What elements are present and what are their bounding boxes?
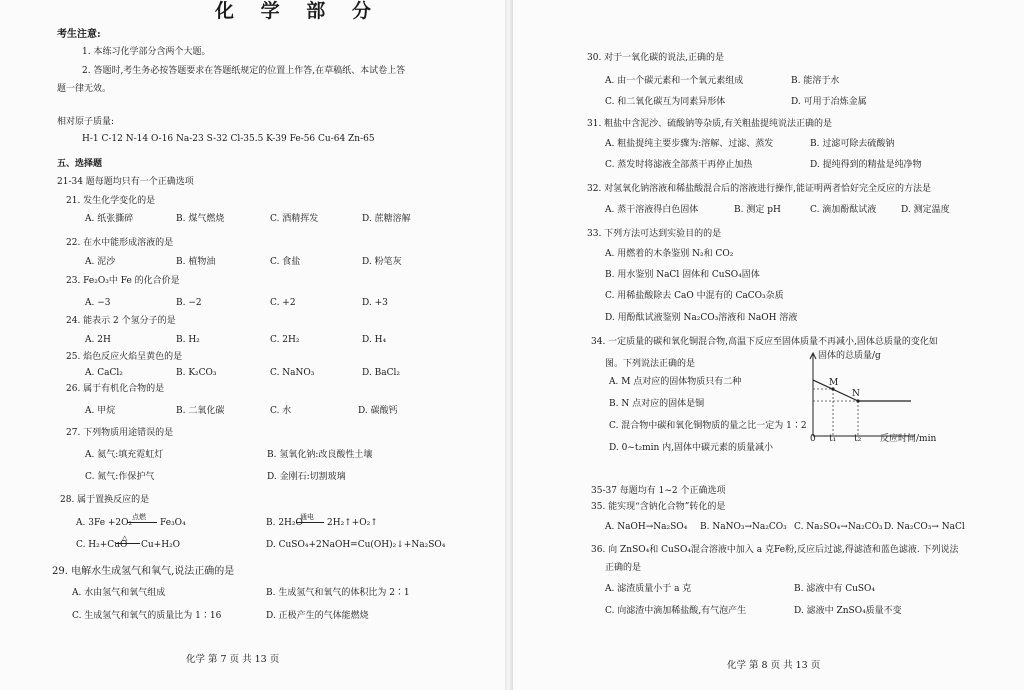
answer-option: Cu+H₂O	[141, 540, 181, 550]
answer-option: A. 蒸干溶液得白色固体	[605, 205, 699, 215]
answer-option: B. N 点对应的固体是铜	[609, 399, 705, 409]
question-stem: 36. 向 ZnSO₄和 CuSO₄混合溶液中加入 a 克Fe粉,反应后过滤,得滤渣和蓝色滤液. 下列说法	[591, 545, 959, 555]
notice-line: 题一律无效。	[57, 84, 112, 94]
answer-option: C. H₂+CuO	[76, 540, 128, 550]
answer-option: C. 向滤渣中滴加稀盐酸,有气泡产生	[605, 606, 747, 616]
answer-option: D. 测定温度	[901, 205, 950, 215]
question-stem: 29. 电解水生成氢气和氧气,说法正确的是	[52, 566, 235, 577]
notice-line: 1. 本练习化学部分含两个大题。	[82, 47, 211, 57]
answer-option: C. 和二氧化碳互为同素异形体	[605, 97, 726, 107]
section-heading: 五、选择题	[57, 159, 103, 169]
question-stem: 30. 对于一氧化碳的说法,正确的是	[587, 53, 725, 63]
question-stem: 35. 能实现“含钠化合物”转化的是	[591, 502, 726, 512]
question-stem-continued: 图。下列说法正确的是	[605, 359, 696, 369]
question-stem: 25. 焰色反应火焰呈黄色的是	[66, 352, 183, 362]
answer-option: D. 金刚石:切割玻璃	[267, 472, 346, 482]
atomic-mass-list: H-1 C-12 N-14 O-16 Na-23 S-32 Cl-35.5 K-39 Fe-56 Cu-64 Zn-65	[82, 134, 375, 144]
answer-option: B. 测定 pH	[734, 205, 781, 215]
question-stem: 26. 属于有机化合物的是	[66, 384, 165, 394]
question-stem: 32. 对氢氧化钠溶液和稀盐酸混合后的溶液进行操作,能证明两者恰好完全反应的方法是	[587, 184, 932, 194]
answer-option: B. 过滤可除去硫酸钠	[810, 139, 895, 149]
reaction-arrow	[127, 522, 157, 523]
answer-option: C. 生成氢气和氧气的质量比为 1∶16	[72, 611, 222, 621]
graph-point-label: M	[829, 378, 839, 388]
section-note: 21-34 题每题均只有一个正确选项	[57, 177, 194, 187]
answer-option: C. 酒精挥发	[270, 214, 319, 224]
answer-option: D. CuSO₄+2NaOH=Cu(OH)₂↓+Na₂SO₄	[266, 540, 446, 550]
question-stem: 33. 下列方法可达到实验目的的是	[587, 229, 722, 239]
answer-option: D. 滤液中 ZnSO₄质量不变	[794, 606, 902, 616]
answer-option: C. 混合物中碳和氧化铜物质的量之比一定为 1∶2	[609, 421, 807, 431]
graph-y-label: 固体的总质量/g	[818, 351, 881, 361]
answer-option: A. M 点对应的固体物质只有二种	[609, 377, 742, 387]
answer-option: C. 蒸发时将滤液全部蒸干再停止加热	[605, 160, 753, 170]
answer-option: A. 用燃着的木条鉴别 N₂和 CO₂	[605, 249, 734, 259]
answer-option: C. 氮气:作保护气	[85, 472, 155, 482]
answer-option: D. 可用于冶炼金属	[791, 97, 867, 107]
page-footer: 化学 第 7 页 共 13 页	[186, 654, 280, 665]
answer-option: A. CaCl₂	[85, 368, 123, 378]
answer-option: A. 3Fe +2O₂	[76, 518, 133, 528]
reaction-condition: 点燃	[132, 513, 146, 521]
answer-option: B. −2	[176, 298, 202, 308]
answer-option: D. 正极产生的气体能燃烧	[266, 611, 369, 621]
section-note: 35-37 每题均有 1~2 个正确选项	[591, 486, 726, 496]
page-gutter	[505, 0, 513, 690]
graph-point-label: N	[852, 389, 860, 399]
question-stem: 21. 发生化学变化的是	[66, 196, 156, 206]
graph-origin-label: 0	[810, 434, 816, 444]
question-stem: 34. 一定质量的碳和氧化铜混合物,高温下反应至固体质量不再减小,固体总质量的变化如	[591, 337, 938, 347]
answer-option: A. 2H	[85, 335, 111, 345]
answer-option: 2H₂↑+O₂↑	[327, 518, 378, 528]
answer-option: A. 滤渣质量小于 a 克	[605, 584, 692, 594]
answer-option: B. H₂	[176, 335, 200, 345]
answer-option: Fe₃O₄	[160, 518, 186, 528]
answer-option: B. 氢氧化钠:改良酸性土壤	[267, 450, 373, 460]
question-stem: 23. Fe₂O₃中 Fe 的化合价是	[66, 276, 180, 286]
reaction-condition: 通电	[300, 513, 314, 521]
graph-tick-label: t₂	[854, 434, 862, 444]
answer-option: B. NaNO₃→Na₂CO₃	[700, 522, 787, 532]
answer-option: B. 二氧化碳	[176, 406, 225, 416]
answer-option: C. NaNO₃	[270, 368, 315, 378]
answer-option: B. 能溶于水	[791, 76, 840, 86]
answer-option: B. 2H₂O	[266, 518, 303, 528]
question-stem: 27. 下列物质用途错误的是	[66, 428, 174, 438]
answer-option: D. 粉笔灰	[362, 257, 402, 267]
answer-option: D. Na₂CO₃→ NaCl	[884, 522, 965, 532]
answer-option: C. 2H₂	[270, 335, 300, 345]
answer-option: C. 水	[270, 406, 292, 416]
question-stem: 22. 在水中能形成溶液的是	[66, 238, 174, 248]
answer-option: A. 由一个碳元素和一个氧元素组成	[605, 76, 744, 86]
question-stem: 24. 能表示 2 个氢分子的是	[66, 316, 176, 326]
answer-option: C. 滴加酚酞试液	[810, 205, 877, 215]
answer-option: C. Na₂SO₄→Na₂CO₃	[794, 522, 883, 532]
question-stem: 28. 属于置换反应的是	[60, 495, 150, 505]
answer-option: B. 植物油	[176, 257, 216, 267]
question-stem: 31. 粗盐中含泥沙、硫酸钠等杂质,有关粗盐提纯说法正确的是	[587, 119, 833, 129]
graph-tick-label: t₁	[829, 434, 837, 444]
answer-option: A. 氦气:填充霓虹灯	[85, 450, 164, 460]
page-title: 化 学 部 分	[215, 0, 381, 22]
answer-option: A. 粗盐提纯主要步骤为:溶解、过滤、蒸发	[605, 139, 774, 149]
answer-option: D. +3	[362, 298, 388, 308]
reaction-arrow	[296, 522, 324, 523]
answer-option: B. 滤液中有 CuSO₄	[794, 584, 876, 594]
graph-x-label: 反应时间/min	[880, 434, 937, 444]
answer-option: D. BaCl₂	[362, 368, 400, 378]
notice-line: 2. 答题时,考生务必按答题要求在答题纸规定的位置上作答,在草稿纸、本试卷上答	[82, 66, 406, 76]
answer-option: C. +2	[270, 298, 296, 308]
answer-option: B. 煤气燃烧	[176, 214, 225, 224]
exam-page-7	[0, 0, 505, 690]
answer-option: A. 甲烷	[85, 406, 116, 416]
answer-option: D. 提纯得到的精盐是纯净物	[810, 160, 922, 170]
reaction-condition: △	[122, 534, 128, 542]
reaction-arrow	[116, 543, 140, 544]
answer-option: B. 用水鉴别 NaCl 固体和 CuSO₄固体	[605, 270, 760, 280]
answer-option: A. 纸张撕碎	[85, 214, 134, 224]
answer-option: A. 泥沙	[85, 257, 116, 267]
answer-option: D. 用酚酞试液鉴别 Na₂CO₃溶液和 NaOH 溶液	[605, 313, 798, 323]
answer-option: D. 蔗糖溶解	[362, 214, 411, 224]
answer-option: D. H₄	[362, 335, 387, 345]
answer-option: B. 生成氢气和氧气的体积比为 2∶1	[266, 588, 410, 598]
notice-heading: 考生注意:	[57, 29, 101, 40]
answer-option: C. 用稀盐酸除去 CaO 中混有的 CaCO₃杂质	[605, 291, 784, 301]
answer-option: D. 0~t₂min 内,固体中碳元素的质量减小	[609, 443, 774, 453]
answer-option: D. 碳酸钙	[358, 406, 398, 416]
answer-option: A. −3	[85, 298, 111, 308]
exam-page-8	[513, 0, 1024, 690]
question-stem-continued: 正确的是	[605, 563, 642, 573]
answer-option: A. 水由氢气和氧气组成	[72, 588, 166, 598]
answer-option: C. 食盐	[270, 257, 301, 267]
answer-option: A. NaOH→Na₂SO₄	[605, 522, 688, 532]
answer-option: B. K₂CO₃	[176, 368, 217, 378]
page-footer: 化学 第 8 页 共 13 页	[727, 660, 821, 671]
atomic-mass-heading: 相对原子质量:	[57, 117, 115, 127]
